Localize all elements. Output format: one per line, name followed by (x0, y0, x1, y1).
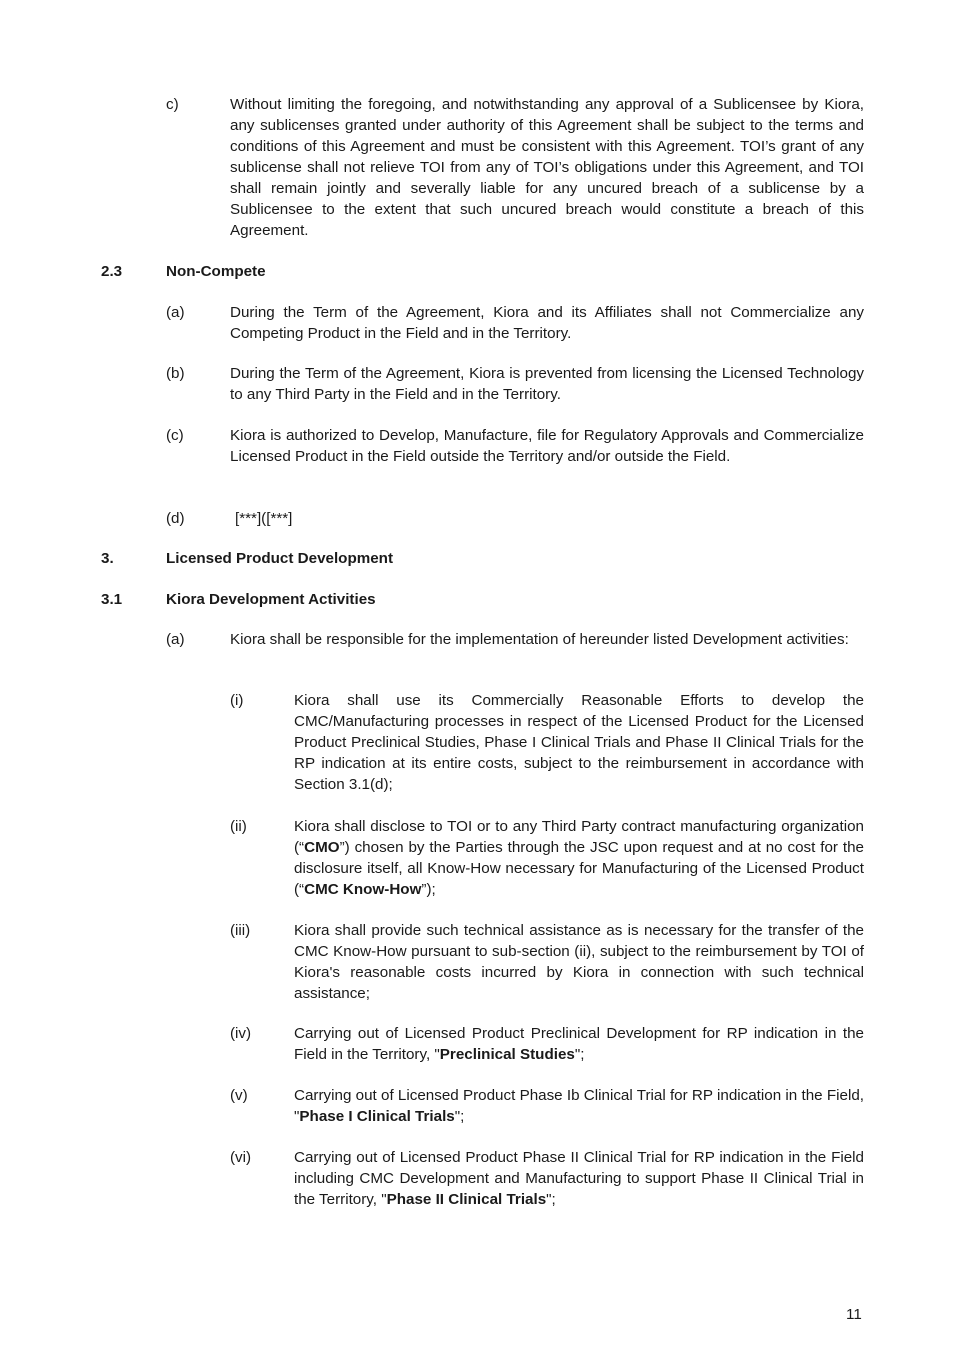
clause-label: (b) (166, 365, 185, 382)
subclause-text: Kiora shall provide such technical assistance as is necessary for the transfer of the CMC Know-How pursuant to sub-section (ii), subject to the reimbursement by TOI of Kiora's reasonable costs incurred by Kiora in connection with such technical assistance; (294, 922, 864, 1002)
section-title-licensed-product-development: Licensed Product Development (166, 550, 394, 567)
subclause-text: Carrying out of Licensed Product Phase II Clinical Trial for RP indication in the Field including CMC Development and Manufacturing to support Phase II Clinical Trial in the Territory, "Phase II Clinical Trials"; (294, 1149, 864, 1208)
subclause-label: (vi) (230, 1149, 252, 1166)
defined-term-phase-i-clinical-trials: Phase I Clinical Trials (299, 1108, 455, 1125)
section-number-3-1: 3.1 (101, 591, 123, 608)
clause-label: (c) (166, 427, 184, 444)
clause-text: Without limiting the foregoing, and notwithstanding any approval of a Sublicensee by Kiora, any sublicenses granted under authority of this Agreement shall be subject to the terms and conditions of this Agreement and must be consistent with this Agreement. TOI’s grant of any sublicense shall not relieve TOI from any of TOI’s obligations under this Agreement, and TOI shall remain jointly and severally liable for any uncured breach of a sublicense by a Sublicensee to the extent that such uncured breach would constitute a breach of this Agreement. (230, 96, 864, 239)
clause-label: (d) (166, 510, 185, 527)
clause-text: Kiora is authorized to Develop, Manufacture, file for Regulatory Approvals and Commercialize Licensed Product in the Field outside the Territory and/or outside the Field. (230, 427, 864, 465)
subclause-text: Carrying out of Licensed Product Phase Ib Clinical Trial for RP indication in the Field, "Phase I Clinical Trials"; (294, 1087, 864, 1125)
subclause-label: (i) (230, 692, 244, 709)
subclause-label: (iii) (230, 922, 251, 939)
subclause-text: Kiora shall disclose to TOI or to any Third Party contract manufacturing organization (“CMO”) chosen by the Parties through the JSC upon request and at no cost for the disclosure itself, all Know-How necessary for Manufacturing of the Licensed Product (“CMC Know-How”); (294, 818, 864, 898)
subclause-label: (iv) (230, 1025, 252, 1042)
section-title-kiora-development-activities: Kiora Development Activities (166, 591, 376, 608)
clause-text: During the Term of the Agreement, Kiora and its Affiliates shall not Commercialize any Competing Product in the Field and in the Territory. (230, 304, 864, 342)
section-title-non-compete: Non-Compete (166, 263, 266, 280)
section-number-3: 3. (101, 550, 114, 567)
subclause-text: Carrying out of Licensed Product Preclinical Development for RP indication in the Field in the Territory, "Preclinical Studies"; (294, 1025, 864, 1063)
clause-text-redacted: [***]([***] (235, 510, 293, 527)
defined-term-cmc-know-how: CMC Know-How (304, 881, 422, 898)
defined-term-phase-ii-clinical-trials: Phase II Clinical Trials (386, 1191, 547, 1208)
subclause-label: (ii) (230, 818, 247, 835)
section-number-2-3: 2.3 (101, 263, 123, 280)
defined-term-preclinical-studies: Preclinical Studies (439, 1046, 575, 1063)
clause-text: During the Term of the Agreement, Kiora is prevented from licensing the Licensed Technology to any Third Party in the Field and in the Territory. (230, 365, 864, 403)
subclause-text: Kiora shall use its Commercially Reasonable Efforts to develop the CMC/Manufacturing processes in respect of the Licensed Product for the Licensed Product Preclinical Studies, Phase I Clinical Trials and Phase II Clinical Trials for the RP indication at its entire costs, subject to the reimbursement in accordance with Section 3.1(d); (294, 692, 864, 793)
clause-label: (a) (166, 631, 185, 648)
page-number: 11 (846, 1306, 862, 1323)
subclause-label: (v) (230, 1087, 248, 1104)
clause-text: Kiora shall be responsible for the implementation of hereunder listed Development activities: (230, 631, 849, 648)
defined-term-cmo: CMO (304, 839, 340, 856)
clause-label: (a) (166, 304, 185, 321)
clause-label: c) (166, 96, 179, 113)
